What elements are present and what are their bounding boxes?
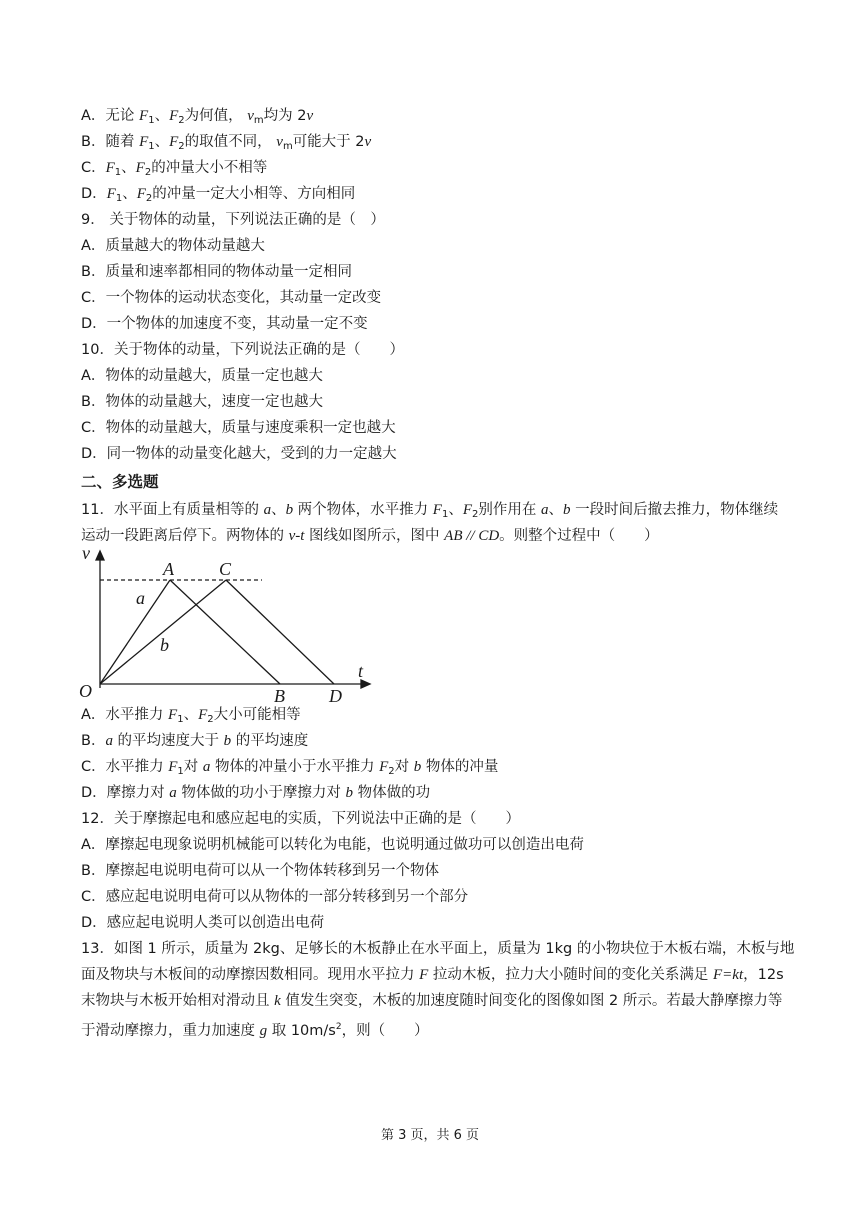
line-oa — [100, 580, 170, 684]
t-axis-arrow — [361, 680, 370, 688]
section-heading: 二、多选题 — [81, 473, 159, 491]
q9-option-b: B．质量和速率都相同的物体动量一定相同 — [81, 264, 352, 280]
page-footer: 第 3 页，共 6 页 — [380, 1128, 480, 1143]
q8-option-d: D．$F_1$、$F_2$的冲量一定大小相等、方向相同 — [81, 186, 356, 204]
q9-option-a: A．质量越大的物体动量越大 — [81, 238, 265, 254]
q8-option-a: A．无论 $F_1$、$F_2$为何值， $v_m$均为 2v — [81, 108, 314, 126]
q11-option-c: C．水平推力 $F_1$对 a 物体的冲量小于水平推力 $F_2$对 b 物体的冲量 — [81, 759, 499, 777]
q13-line2: 面及物块与木板间的动摩擦因数相同。现用水平拉力 F 拉动木板，拉力大小随时间的变化关系满足 F=kt，12s — [81, 967, 784, 983]
q10-option-c: C．物体的动量越大，质量与速度乘积一定也越大 — [81, 420, 396, 436]
line-oc — [100, 580, 226, 684]
label-c-point: C — [219, 559, 232, 579]
q11-stem-line2: 运动一段距离后停下。两物体的 v-t 图线如图所示，图中 AB // CD。则整个过程中（ ） — [81, 528, 659, 544]
q10-stem: 10．关于物体的动量，下列说法正确的是（ ） — [81, 342, 404, 358]
q10-option-d: D．同一物体的动量变化越大，受到的力一定越大 — [81, 446, 397, 462]
q9-option-c: C．一个物体的运动状态变化，其动量一定改变 — [81, 290, 382, 306]
q8-option-b: B．随着 $F_1$、$F_2$的取值不同， $v_m$可能大于 2v — [81, 134, 372, 152]
q12-stem: 12．关于摩擦起电和感应起电的实质，下列说法中正确的是（ ） — [81, 811, 520, 827]
v-axis-arrow — [96, 551, 104, 560]
q10-option-b: B．物体的动量越大，速度一定也越大 — [81, 394, 323, 410]
line-cd — [226, 580, 334, 684]
q11-option-d: D．摩擦力对 a 物体做的功小于摩擦力对 b 物体做的功 — [81, 785, 431, 801]
label-o: O — [79, 681, 92, 701]
q12-option-b: B．摩擦起电说明电荷可以从一个物体转移到另一个物体 — [81, 863, 439, 879]
label-v: v — [82, 545, 90, 563]
q13-line3: 末物块与木板开始相对滑动且 k 值发生突变，木板的加速度随时间变化的图像如图 2 所示。若最大静摩擦力等 — [81, 993, 783, 1009]
label-line-b: b — [160, 635, 169, 655]
q12-option-c: C．感应起电说明电荷可以从物体的一部分转移到另一个部分 — [81, 889, 469, 905]
q9-option-d: D．一个物体的加速度不变，其动量一定不变 — [81, 316, 368, 332]
q13-line1: 13．如图 1 所示，质量为 2kg、足够长的木板静止在水平面上，质量为 1kg 的小物块位于木板右端，木板与地 — [81, 941, 795, 957]
label-b-point: B — [274, 686, 285, 705]
q11-stem-line1: 11．水平面上有质量相等的 a、b 两个物体，水平推力 $F_1$、$F_2$别作用在 a、b 一段时间后撤去推力，物体继续 — [81, 502, 779, 520]
label-t: t — [358, 661, 364, 681]
q10-option-a: A．物体的动量越大，质量一定也越大 — [81, 368, 323, 384]
label-d-point: D — [329, 686, 342, 705]
label-line-a: a — [136, 588, 145, 608]
q11-option-b: B．a 的平均速度大于 b 的平均速度 — [81, 733, 309, 749]
line-ab — [170, 580, 280, 684]
q9-stem: 9． 关于物体的动量，下列说法正确的是（ ） — [81, 212, 385, 228]
vt-graph — [76, 545, 386, 705]
q8-option-c: C．$F_1$、$F_2$的冲量大小不相等 — [81, 160, 268, 178]
q11-option-a: A．水平推力 $F_1$、$F_2$大小可能相等 — [81, 707, 301, 725]
label-a-point: A — [163, 559, 174, 579]
q12-option-a: A．摩擦起电现象说明机械能可以转化为电能，也说明通过做功可以创造出电荷 — [81, 837, 584, 853]
q13-line4: 于滑动摩擦力，重力加速度 g 取 $10m/s^2$，则（ ） — [81, 1022, 429, 1039]
q12-option-d: D．感应起电说明人类可以创造出电荷 — [81, 915, 325, 931]
